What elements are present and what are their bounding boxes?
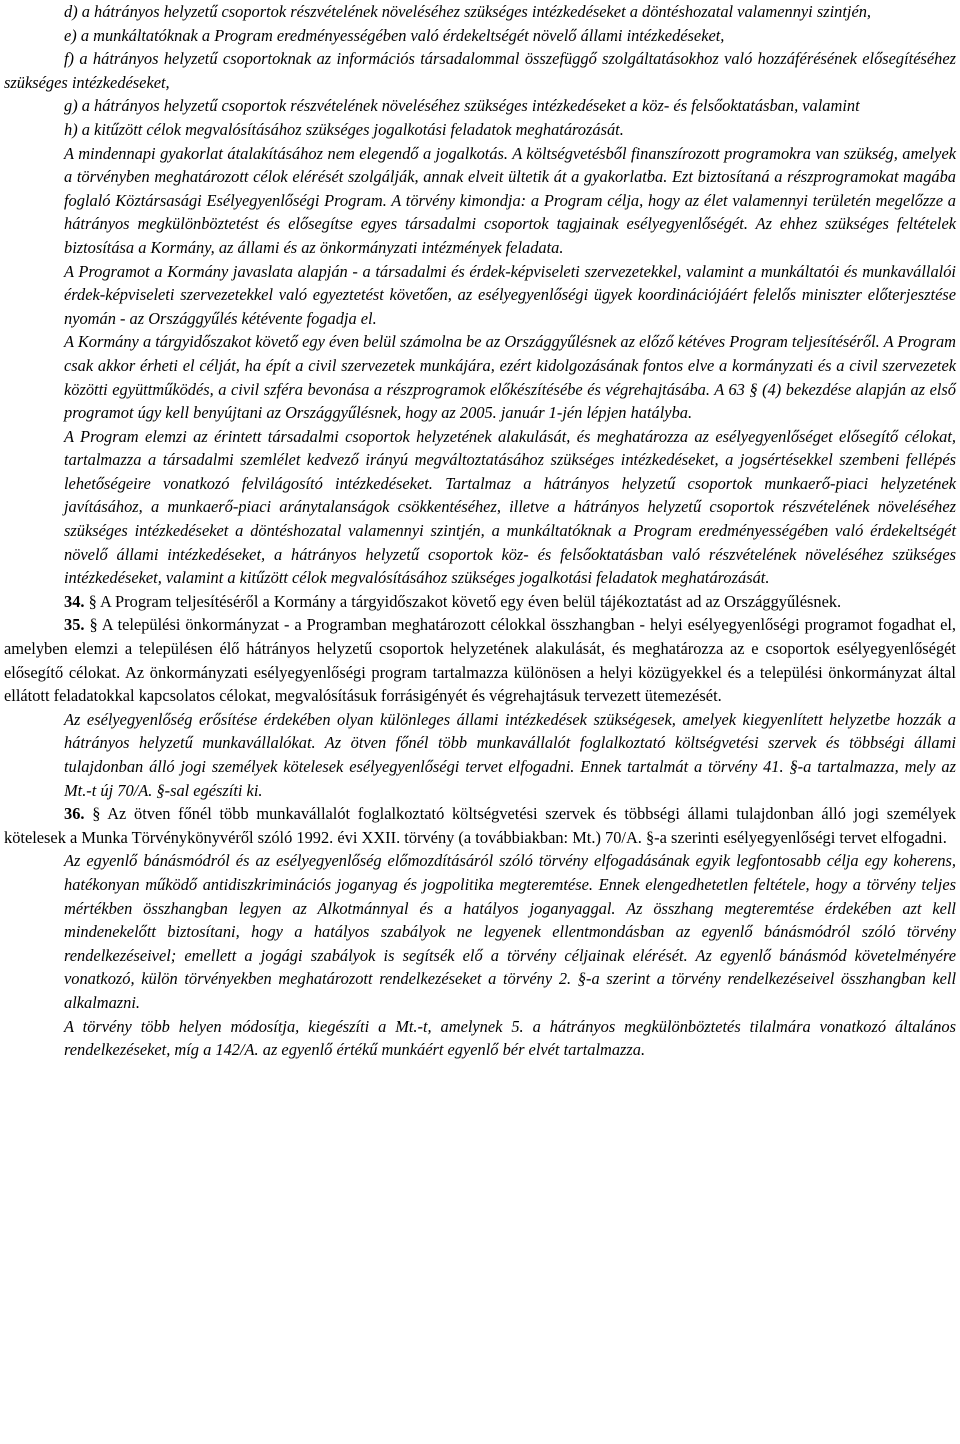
section-number: 34. bbox=[64, 591, 85, 611]
commentary-paragraph-3: A Kormány a tárgyidőszakot követő egy éven belül számolna be az Országgyűlésnek az előző kétéves Program teljesítéséről. A Program csak akkor érheti el célját, ha épít a civil szervezetek munkájára, ezért kidolgozásának fontos elve a kormányzati és a civil szervezetek közötti együttműködés, a civil szféra bevonása a részprogramok előkészítésébe és végrehajtásába. A 63 § (4) bekezdése alapján az első programot úgy kell benyújtani az Országgyűlésnek, hogy az 2005. január 1-jén lépjen hatályba. bbox=[64, 332, 956, 423]
section-symbol: § bbox=[89, 615, 98, 635]
commentary-paragraph-7: A törvény több helyen módosítja, kiegészíti a Mt.-t, amelynek 5. a hátrányos megkülönböztetés tilalmára vonatkozó általános rendelkezéseket, míg a 142/A. az egyenlő értékű munkáért egyenlő bér elvét tartalmazza. bbox=[64, 1016, 956, 1060]
section-35 bbox=[4, 613, 956, 707]
list-item-d: d) a hátrányos helyzetű csoportok részvételének növeléséhez szükséges intézkedéseket a döntéshozatal valamennyi szintjén, bbox=[64, 2, 872, 21]
commentary-paragraph-1: A mindennapi gyakorlat átalakításához nem elegendő a jogalkotás. A költségvetésből finanszírozott programokra van szükség, amelyek a törvényben meghatározott célok elérését szolgálják, annak elveit ültetik át a gyakorlatba. Ezt biztosítaná a részprogramokat magába foglaló Köztársasági Esélyegyenlőségi Program. A törvény kimondja: a Program célja, hogy az élet valamennyi területén megelőzze a hátrányos megkülönböztetést és elősegítse egyes társadalmi csoportok tagjainak esélyegyenlőségét. Az ehhez szükséges feltételek biztosítása a Kormány, az állami és az önkormányzati intézmények feladata. bbox=[64, 143, 956, 257]
section-text: A Program teljesítéséről a Kormány a tárgyidőszakot követő egy éven belül tájékoztatást ad az Országgyűlésnek. bbox=[100, 591, 842, 611]
section-symbol: § bbox=[88, 591, 97, 611]
section-symbol: § bbox=[92, 804, 101, 824]
list-item-f: f) a hátrányos helyzetű csoportoknak az információs társadalommal összefüggő szolgáltatásokhoz való hozzáférésének elősegítéséhez szükséges intézkedéseket, bbox=[4, 49, 956, 92]
section-number: 36. bbox=[64, 804, 85, 824]
commentary-paragraph-5: Az esélyegyenlőség erősítése érdekében olyan különleges állami intézkedések szükségesek, amelyek kiegyenlített helyzetbe hozzák a hátrányos helyzetű munkavállalókat. Az ötven főnél több munkavállalót foglalkoztató költségvetési szervek és többségi állami tulajdonban álló jogi személyek kötelesek esélyegyenlőségi tervet elfogadni. Ennek tartalmát a törvény 41. §-a tartalmazza, mely az Mt.-t új 70/A. §-sal egészíti ki. bbox=[64, 709, 956, 800]
section-text: A települési önkormányzat - a Programban meghatározott célokkal összhangban - helyi esélyegyenlőségi programot fogadhat el, amelyben elemzi a településen élő hátrányos helyzetű csoportok helyzetének alakulását, és meghatározza az e csoportok esélyegyenlőségét elősegítő célokat. Az önkormányzati esélyegyenlőségi program tartalmazza különösen a helyi közügyekkel és a települési önkormányzat által ellátott feladatokkal kapcsolatos célokat, megvalósításuk forrásigényét és végrehajtásuk tervezett ütemezését. bbox=[4, 615, 956, 706]
section-36 bbox=[4, 802, 956, 849]
commentary-paragraph-6: Az egyenlő bánásmódról és az esélyegyenlőség előmozdításáról szóló törvény elfogadásának egyik legfontosabb célja egy koherens, hatékonyan működő antidiszkriminációs joganyag és jogpolitika megteremtése. Ennek elengedhetetlen feltétele, hogy a törvény teljes mértékben összhangban legyen az Alkotmánnyal és a hatályos joganyaggal. Az összhang megteremtése érdekében azt kell mindenekelőtt biztosítani, hogy a hatályos szabályok ne legyenek ellentmondásban az egyenlő bánásmódról szóló törvény rendelkezéseivel; emellett a jogági szabályok is segítsék elő a törvény céljainak elérését. Az egyenlő bánásmód követelményére vonatkozó, külön törvényekben meghatározott rendelkezéseket a törvény 2. §-a szerint a törvény rendelkezéseivel összhangban kell alkalmazni. bbox=[64, 851, 956, 1012]
list-item-g: g) a hátrányos helyzetű csoportok részvételének növeléséhez szükséges intézkedéseket a köz- és felsőoktatásban, valamint bbox=[64, 96, 860, 116]
section-34 bbox=[4, 590, 956, 614]
list-item-e: e) a munkáltatóknak a Program eredményességében való érdekeltségét növelő állami intézkedéseket, bbox=[64, 25, 725, 45]
commentary-paragraph-2: A Programot a Kormány javaslata alapján - a társadalmi és érdek-képviseleti szervezetekkel, valamint a munkáltatói és munkavállalói érdek-képviseleti szervezetekkel való egyeztetést követően, az esélyegyenlőségi ügyek koordinációjáért felelős miniszter előterjesztése nyomán - az Országgyűlés kétévente fogadja el. bbox=[64, 261, 956, 328]
section-number: 35. bbox=[64, 615, 85, 635]
list-item-h: h) a kitűzött célok megvalósításához szükséges jogalkotási feladatok meghatározását. bbox=[64, 119, 624, 139]
commentary-paragraph-4: A Program elemzi az érintett társadalmi csoportok helyzetének alakulását, és meghatározza az esélyegyenlőséget elősegítő célokat, tartalmazza a társadalmi szemlélet kedvező irányú megváltoztatásához szükséges intézkedéseket, a jogsértésekkel szembeni fellépés lehetőségeire vonatkozó felvilágosító intézkedéseket. Tartalmaz a hátrányos helyzetű csoportok munkaerő-piaci helyzetének javításához, a munkaerő-piaci aránytalanságok csökkentéséhez, illetve a hátrányos helyzetű csoportok részvételének növeléséhez szükséges intézkedéseket a döntéshozatal valamennyi szintjén, a munkáltatóknak a Program eredményességében való érdekeltségét növelő állami intézkedéseket, a hátrányos helyzetű csoportok köz- és felsőoktatásban való részvételének növeléséhez szükséges intézkedéseket, valamint a kitűzött célok megvalósításához szükséges jogalkotási feladatok meghatározását. bbox=[64, 426, 956, 588]
section-text: Az ötven főnél több munkavállalót foglalkoztató költségvetési szervek és többségi állami tulajdonban álló jogi személyek kötelesek a Munka Törvénykönyvéről szóló 1992. évi XXII. törvény (a továbbiakban: Mt.) 70/A. §-a szerinti esélyegyenlőségi tervet elfogadni. bbox=[4, 804, 956, 847]
